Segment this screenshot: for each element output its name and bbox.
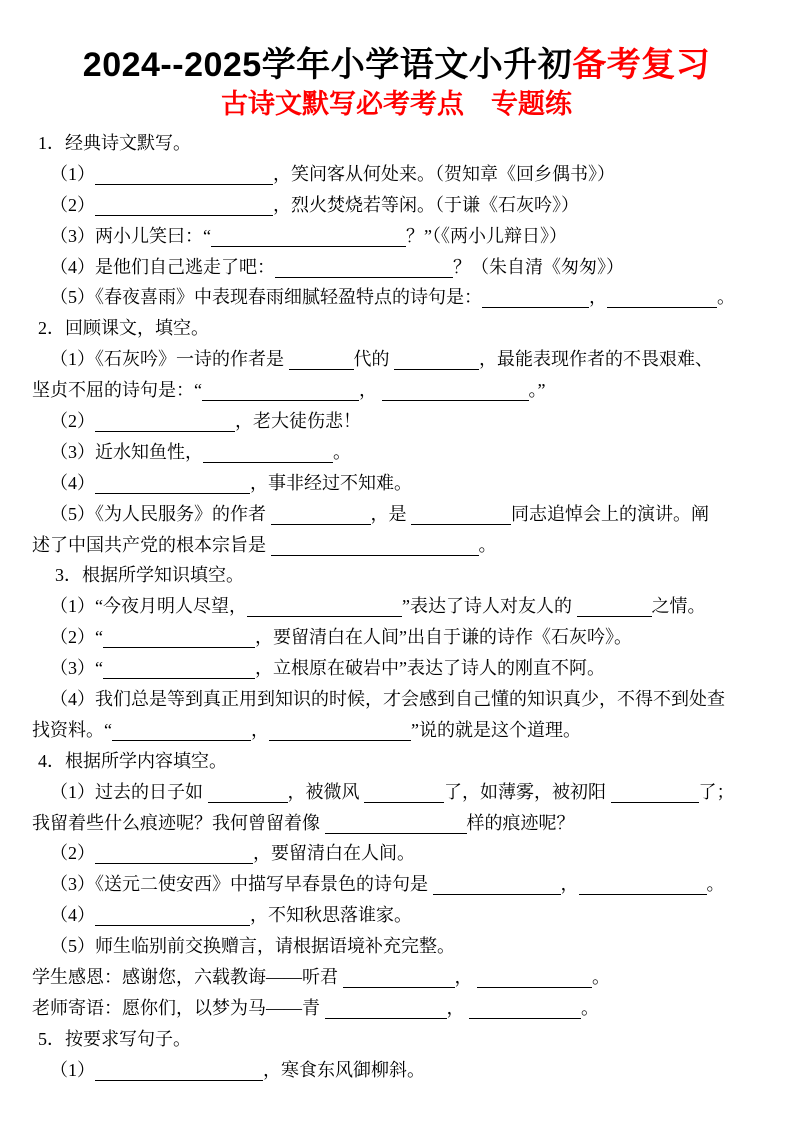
doc-line-2	[0, 159, 793, 190]
text-run: ，	[454, 967, 477, 988]
text-run: ，寒食东风御柳斜。	[263, 1059, 425, 1080]
fill-in-blank	[95, 166, 273, 185]
document-body	[0, 128, 793, 1086]
page-subtitle: 古诗文默写必考考点 专题练	[221, 89, 572, 119]
text-run: 学生感恩：感谢您，六载教诲——听君	[32, 967, 343, 988]
doc-line-19	[0, 684, 793, 715]
fill-in-blank	[95, 845, 253, 864]
text-run: ，笑问客从何处来。（贺知章《回乡偶书》）	[273, 163, 615, 184]
fill-in-blank	[103, 629, 255, 648]
text-run: 样的痕迹呢？	[466, 812, 575, 833]
doc-line-17	[0, 622, 793, 653]
fill-in-blank	[95, 1062, 263, 1081]
fill-in-blank	[203, 444, 333, 463]
page-title-red-part: 备考复习	[572, 46, 711, 84]
fill-in-blank	[112, 722, 251, 741]
doc-line-28	[0, 962, 793, 993]
doc-line-16	[0, 591, 793, 622]
text-run: ，	[359, 380, 382, 401]
fill-in-blank	[269, 722, 411, 741]
text-run: 5．按要求写句子。	[38, 1028, 191, 1049]
text-run: （4）	[50, 472, 95, 493]
text-run: ，老大徒伤悲！	[235, 411, 361, 432]
doc-line-9	[0, 375, 793, 406]
fill-in-blank	[433, 876, 561, 895]
doc-line-30	[0, 1024, 793, 1055]
text-run: （3）《送元二使安西》中描写早春景色的诗句是	[50, 874, 433, 895]
text-run: （1）“今夜月明人尽望，	[50, 596, 247, 617]
text-run: 代的	[353, 349, 394, 370]
doc-line-1	[0, 128, 793, 159]
text-run: （1）《石灰吟》一诗的作者是	[50, 349, 289, 370]
fill-in-blank	[275, 259, 453, 278]
text-run: ，不知秋思落谁家。	[250, 905, 412, 926]
doc-line-13	[0, 499, 793, 530]
text-run: 。	[717, 287, 735, 308]
fill-in-blank	[394, 351, 479, 370]
page-title	[0, 0, 793, 86]
fill-in-blank	[343, 969, 455, 988]
text-run: （3）两小儿笑曰：“	[50, 225, 211, 246]
text-run: ？（朱自清《匆匆》）	[453, 256, 624, 277]
text-run: ，要留清白在人间”出自于谦的诗作《石灰吟》。	[255, 627, 632, 648]
fill-in-blank	[95, 197, 273, 216]
doc-line-20	[0, 715, 793, 746]
fill-in-blank	[95, 413, 235, 432]
doc-line-21	[0, 746, 793, 777]
text-run: 。”	[528, 380, 546, 401]
doc-line-26	[0, 900, 793, 931]
doc-line-23	[0, 808, 793, 839]
text-run: ，被微风	[287, 781, 364, 802]
text-run: 2．回顾课文，填空。	[38, 318, 209, 339]
text-run: （2）	[50, 411, 95, 432]
text-run: ，	[251, 719, 269, 740]
doc-line-8	[0, 344, 793, 375]
page-title-black-part: 2024--2025学年小学语文小升初	[82, 46, 573, 84]
fill-in-blank	[202, 382, 359, 401]
doc-line-6	[0, 282, 793, 313]
fill-in-blank	[208, 784, 288, 803]
doc-line-3	[0, 190, 793, 221]
doc-line-18	[0, 653, 793, 684]
text-run: 了；	[698, 781, 735, 802]
text-run: 我留着些什么痕迹呢？我何曾留着像	[32, 812, 325, 833]
text-run: ，	[446, 997, 469, 1018]
text-run: （2）	[50, 194, 95, 215]
text-run: （4）	[50, 905, 95, 926]
fill-in-blank	[247, 598, 402, 617]
doc-line-15	[0, 560, 793, 591]
doc-line-11	[0, 437, 793, 468]
doc-line-5	[0, 252, 793, 283]
fill-in-blank	[607, 289, 717, 308]
text-run: （1）	[50, 163, 95, 184]
text-run: （5）师生临别前交换赠言，请根据语境补充完整。	[50, 936, 455, 957]
fill-in-blank	[477, 969, 592, 988]
fill-in-blank	[364, 784, 444, 803]
text-run: 。	[581, 997, 599, 1018]
fill-in-blank	[211, 228, 406, 247]
fill-in-blank	[579, 876, 707, 895]
text-run: 述了中国共产党的根本宗旨是	[32, 534, 271, 555]
text-run: （4）是他们自己逃走了吧：	[50, 256, 275, 277]
text-run: ，最能表现作者的不畏艰难、	[479, 349, 713, 370]
text-run: ”说的就是这个道理。	[411, 719, 581, 740]
doc-line-27	[0, 931, 793, 962]
text-run: ，	[560, 874, 579, 895]
text-run: 之情。	[651, 596, 706, 617]
text-run: ，事非经过不知难。	[250, 472, 412, 493]
text-run: （3）“	[50, 658, 103, 679]
fill-in-blank	[289, 351, 354, 370]
text-run: 坚贞不屈的诗句是：“	[32, 380, 202, 401]
text-run: ，烈火焚烧若等闲。（于谦《石灰吟》）	[273, 194, 579, 215]
doc-line-29	[0, 993, 793, 1024]
text-run: ，是	[370, 503, 411, 524]
fill-in-blank	[95, 907, 250, 926]
text-run: 4．根据所学内容填空。	[38, 750, 227, 771]
text-run: ？”（《两小儿辩日》）	[406, 225, 567, 246]
text-run: （2）	[50, 843, 95, 864]
text-run: ，	[589, 287, 607, 308]
fill-in-blank	[577, 598, 652, 617]
text-run: ，要留清白在人间。	[253, 843, 415, 864]
text-run: （1）过去的日子如	[50, 781, 208, 802]
text-run: ”表达了诗人对友人的	[402, 596, 577, 617]
fill-in-blank	[325, 815, 467, 834]
text-run: ，立根原在破岩中”表达了诗人的刚直不阿。	[255, 658, 605, 679]
text-run: （4）我们总是等到真正用到知识的时候，才会感到自己懂的知识真少，不得不到处查	[50, 689, 725, 710]
fill-in-blank	[611, 784, 699, 803]
text-run: 老师寄语：愿你们，以梦为马——青	[32, 997, 325, 1018]
text-run: （5）《春夜喜雨》中表现春雨细腻轻盈特点的诗句是：	[50, 287, 482, 308]
text-run: 了，如薄雾，被初阳	[444, 781, 611, 802]
fill-in-blank	[271, 537, 479, 556]
text-run: （1）	[50, 1059, 95, 1080]
doc-line-10	[0, 406, 793, 437]
doc-line-31	[0, 1055, 793, 1086]
fill-in-blank	[325, 1000, 447, 1019]
text-run: 3．根据所学知识填空。	[55, 565, 244, 586]
fill-in-blank	[411, 506, 511, 525]
text-run: 同志追悼会上的演讲。阐	[511, 503, 709, 524]
text-run: 。	[592, 967, 610, 988]
text-run: （2）“	[50, 627, 103, 648]
doc-line-4	[0, 221, 793, 252]
fill-in-blank	[271, 506, 371, 525]
doc-line-12	[0, 468, 793, 499]
text-run: （3）近水知鱼性，	[50, 441, 203, 462]
fill-in-blank	[382, 382, 529, 401]
doc-line-24	[0, 838, 793, 869]
text-run: 。	[478, 534, 497, 555]
doc-line-14	[0, 530, 793, 561]
doc-line-25	[0, 869, 793, 900]
fill-in-blank	[95, 475, 250, 494]
text-run: 1．经典诗文默写。	[38, 133, 191, 153]
fill-in-blank	[469, 1000, 581, 1019]
doc-line-22	[0, 777, 793, 808]
doc-line-7	[0, 313, 793, 344]
text-run: （5）《为人民服务》的作者	[50, 503, 271, 524]
fill-in-blank	[103, 660, 255, 679]
text-run: 。	[333, 441, 351, 462]
text-run: 找资料。“	[32, 719, 112, 740]
fill-in-blank	[482, 289, 589, 308]
text-run: 。	[706, 874, 725, 895]
